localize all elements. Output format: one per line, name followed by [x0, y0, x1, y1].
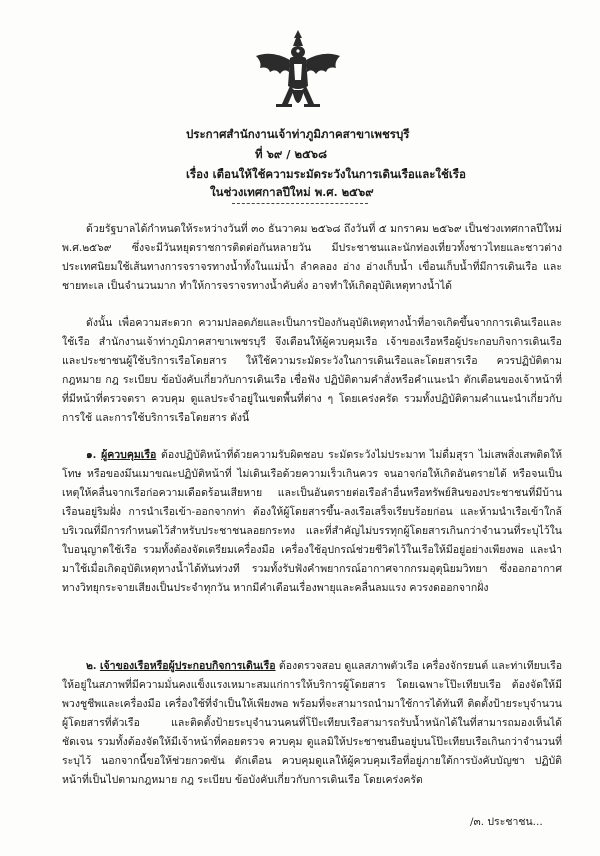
item-text: ต้องปฏิบัติหน้าที่ด้วยความรับผิดชอบ ระมัดระวังไม่ประมาท ไม่ดื่มสุรา ไม่เสพสิ่งเสพติดให้โทษ หรือของมึนเมาขณะปฏิบัติหน้าที่ ไม่เดินเรือด้วยความเร็วเกินควร จนอาจก่อให้เกิดอันตรายได้ หรือจนเป็นเหตุให้คลื่นจากเรือก่อความเดือดร้อนเสียหาย และเป็นอันตรายต่อเรือลำอื่นหรือทรัพย์สินของประชาชนที่มีบ้านเรือนอยู่ริมฝั่ง การนำเรือเข้า-ออกจากท่า ต้องให้ผู้โดยสารขึ้น-ลงเรือเสร็จเรียบร้อยก่อน และห้ามนำเรือเข้าใกล้บริเวณที่มีการกำหนดไว้สำหรับประชาชนลอยกระทง และที่สำคัญไม่บรรทุกผู้โดยสารเกินกว่าจำนวนที่ระบุไว้ในใบอนุญาตใช้เรือ รวมทั้งต้องจัดเตรียมเครื่องมือ เครื่องใช้อุปกรณ์ช่วยชีวิตไว้ในเรือให้มีอยู่อย่างเพียงพอ และนำมาใช้เมื่อเกิดอุบัติเหตุทางน้ำได้ทันท่วงที รวมทั้งรับฟังคำพยากรณ์อากาศจากกรมอุตุนิยมวิทยา ซึ่งออกอากาศทางวิทยุกระจายเสียงเป็นประจำทุกวัน หากมีคำเตือนเรื่องพายุและคลื่นลมแรง ควรงดออกจากฝั่ง — [62, 449, 562, 594]
item-boat-owner — [62, 657, 562, 790]
announcement-title: ประกาศสำนักงานเจ้าท่าภูมิภาคสาขาเพชรบุรี — [186, 127, 410, 141]
paragraph-background-text: ด้วยรัฐบาลได้กำหนดให้ระหว่างวันที่ ๓๐ ธันวาคม ๒๕๖๘ ถึงวันที่ ๕ มกราคม ๒๕๖๙ เป็นช่วงเทศกาลปีใหม่ พ.ศ.๒๕๖๙ ซึ่งจะมีวันหยุดราชการติดต่อกันหลายวัน มีประชาชนและนักท่องเที่ยวทั้งชาวไทยและชาวต่างประเทศนิยมใช้เส้นทางการจราจรทางน้ำทั้งในแม่น้ำ ลำคลอง อ่าง อ่างเก็บน้ำ เขื่อนเก็บน้ำที่มีการเดินเรือ และชายทะเล เป็นจำนวนมาก ทำให้การจราจรทางน้ำคับคั่ง อาจทำให้เกิดอุบัติเหตุทางน้ำได้ — [62, 223, 562, 292]
paragraph-warning — [62, 314, 562, 428]
item-text: ต้องตรวจสอบ ดูแลสภาพตัวเรือ เครื่องจักรยนต์ และท่าเทียบเรือ ให้อยู่ในสภาพที่มีความมั่นคงแข็งแรงเหมาะสมแก่การให้บริการผู้โดยสาร โดยเฉพาะโป๊ะเทียบเรือ ต้องจัดให้มีพวงชูชีพและเครื่องมือ เครื่องใช้ที่จำเป็นให้เพียงพอ พร้อมที่จะสามารถนำมาใช้การได้ทันที ติดตั้งป้ายระบุจำนวนผู้โดยสารที่ตัวเรือ และติดตั้งป้ายระบุจำนวนคนที่โป๊ะเทียบเรือสามารถรับน้ำหนักได้ในที่สามารถมองเห็นได้ชัดเจน รวมทั้งต้องจัดให้มีเจ้าหน้าที่คอยตรวจ ควบคุม ดูแลมิให้ประชาชนยืนอยู่บนโป๊ะเทียบเรือเกินกว่าจำนวนที่ระบุไว้ นอกจากนี้ขอให้ช่วยกวดขัน ตักเตือน ควบคุมดูแลให้ผู้ควบคุมเรือที่อยู่ภายใต้การบังคับบัญชา ปฏิบัติหน้าที่เป็นไปตามกฎหมาย กฎ ระเบียบ ข้อบังคับเกี่ยวกับการเดินเรือ โดยเคร่งครัด — [62, 660, 563, 786]
page-continuation: /๓. ประชาชน... — [470, 816, 543, 828]
garuda-emblem-icon — [252, 28, 344, 118]
paragraph-background — [62, 220, 562, 296]
item-boat-operator — [62, 446, 562, 598]
header-divider — [232, 203, 368, 204]
paragraph-warning-text: ดังนั้น เพื่อความสะดวก ความปลอดภัยและเป็นการป้องกันอุบัติเหตุทางน้ำที่อาจเกิดขึ้นจากการเดินเรือและใช้เรือ สำนักงานเจ้าท่าภูมิภาคสาขาเพชรบุรี จึงเตือนให้ผู้ควบคุมเรือ เจ้าของเรือหรือผู้ประกอบกิจการเดินเรือ และประชาชนผู้ใช้บริการเรือโดยสาร ให้ใช้ความระมัดระวังในการเดินเรือและโดยสารเรือ ควรปฏิบัติตามกฎหมาย กฎ ระเบียบ ข้อบังคับเกี่ยวกับการเดินเรือ เชื่อฟัง ปฏิบัติตามคำสั่งหรือคำแนะนำ ตักเตือนของเจ้าหน้าที่ที่มีหน้าที่ตรวจตรา ควบคุม ดูแลประจำอยู่ในเขตพื้นที่ต่าง ๆ โดยเคร่งครัด รวมทั้งปฏิบัติตามคำแนะนำเกี่ยวกับการใช้ และการใช้บริการเรือโดยสาร ดังนี้ — [62, 317, 562, 424]
item-number: ๑. — [86, 449, 97, 461]
item-heading: ผู้ควบคุมเรือ — [101, 449, 157, 461]
announcement-subject-line2: ในช่วงเทศกาลปีใหม่ พ.ศ. ๒๕๖๙ — [210, 185, 374, 199]
announcement-number: ที่ ๖๙ / ๒๕๖๘ — [255, 147, 327, 161]
announcement-subject: เรื่อง เตือนให้ใช้ความระมัดระวังในการเดินเรือและใช้เรือ — [186, 167, 466, 181]
item-heading: เจ้าของเรือหรือผู้ประกอบกิจการเดินเรือ — [99, 660, 276, 672]
item-number: ๒. — [86, 660, 97, 672]
